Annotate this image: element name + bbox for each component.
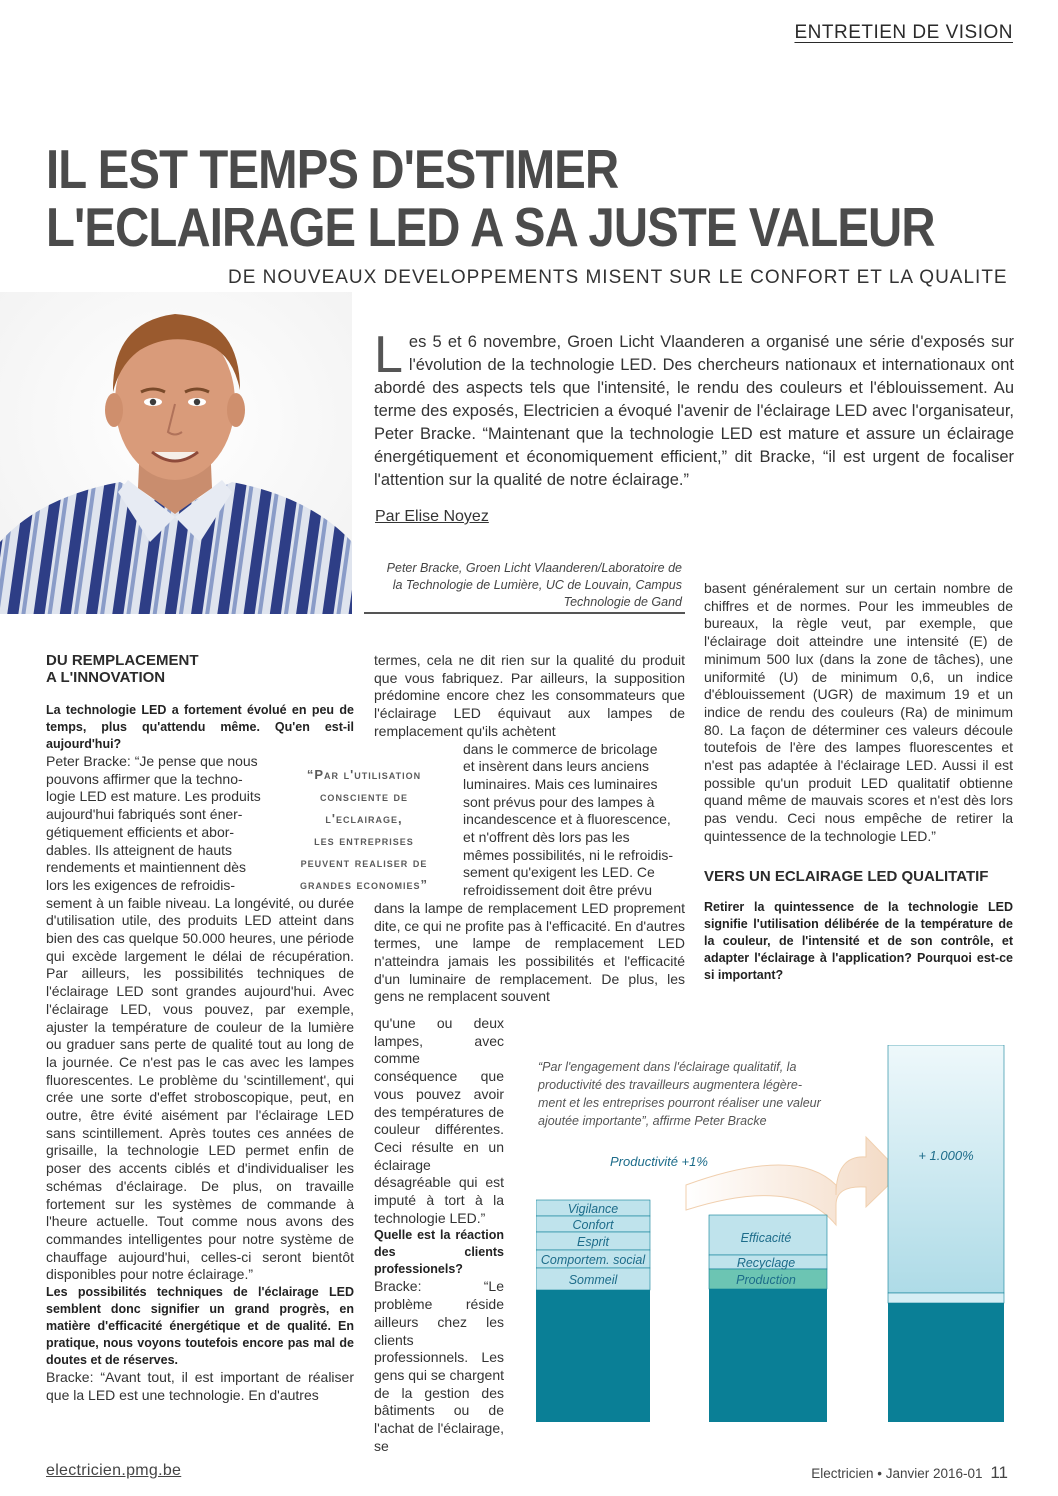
infographic-quote-line: ajoutée importante”, affirme Peter Bracke	[538, 1114, 767, 1128]
bar-segment-label: Confort	[572, 1218, 614, 1232]
magazine-name: Electricien	[811, 1466, 874, 1481]
answer-line: rendements et maintiennent dès	[46, 859, 247, 876]
interview-question: Les possibilités techniques de l'éclairage LED semblent donc signifier un grand progrès, en matière d'efficacité énergétique et de qualité. En pratique, nous voyons toutefois encore pas mal de doutes et de réserves.	[46, 1285, 354, 1368]
page-number: 11	[990, 1463, 1008, 1482]
portrait-illustration	[0, 292, 352, 614]
bar-category-label: RENDEMENT	[901, 1420, 991, 1436]
answer-line: dables. Ils atteignent de hauts	[46, 841, 233, 858]
lead-paragraph	[374, 326, 1014, 492]
caption-line: Peter Bracke, Groen Licht Vlaanderen/Laboratoire de	[386, 561, 682, 575]
bar-category-label: ENVIRONNEM.	[716, 1420, 816, 1436]
section-heading: VERS UN ECLAIRAGE LED QUALITATIF	[704, 867, 989, 885]
answer-paragraph: Bracke: “Le problème réside ailleurs chez les clients professionnels. Les gens qui se chargent de la gestion des bâtiments ou de l'achat de l'éclairage, se	[374, 1278, 504, 1454]
bar-segment-label: Sommeil	[568, 1273, 618, 1287]
caption-line: la Technologie de Lumière, UC de Louvain, Campus	[392, 578, 682, 592]
footer-bullet: •	[877, 1466, 882, 1481]
pull-quote-line: consciente de	[319, 789, 409, 804]
section-tag: ENTRETIEN DE VISION	[794, 22, 1013, 43]
column-3	[704, 580, 1013, 984]
caption-divider	[364, 612, 685, 614]
bar-homme	[536, 1200, 650, 1436]
productivity-arrow	[686, 1137, 901, 1225]
photo-caption	[362, 560, 682, 611]
pull-quote-line: l'eclairage,	[325, 811, 403, 826]
page-footer	[811, 1463, 1008, 1483]
answer-line: dans le commerce de bricolage	[463, 740, 658, 757]
caption-line: Technologie de Gand	[563, 595, 682, 609]
issue-date: Janvier 2016-01	[885, 1466, 983, 1481]
heading-line: DU REMPLACEMENT	[46, 652, 199, 669]
pull-quote-line: grandes economies”	[299, 877, 429, 892]
bar-rendement	[888, 1045, 1004, 1436]
wrap-around-text	[463, 741, 685, 900]
infographic	[536, 1045, 1014, 1445]
answer-line: logie LED est mature. Les produits	[46, 788, 261, 805]
drop-cap: L	[374, 326, 403, 384]
bar-segment-label: Recyclage	[736, 1256, 796, 1270]
infographic-quote-line: “Par l'engagement dans l'éclairage qualitatif, la	[538, 1060, 797, 1074]
answer-paragraph: sement à un faible niveau. La longévité, ou durée d'utilisation utile, des produits LED atteint dans bien des cas quelque 50.000 heures, une période qui excède largement le délai de récupération. Par ailleurs, les possibilités techniques de l'éclairage LED sont grandes aujourd'hui. Avec l'éclairage LED, vous pouvez, par exemple, ajuster la température de couleur de la lumière ou graduer sans perte de qualité tout au long de la journée. Ce n'est pas le cas avec les lampes fluorescentes. Le problème du 'scintillement', qui crée une sorte d'effet stroboscopique, peut, en outre, être évité aisément par l'éclairage LED sans scintillement. Après toutes ces années de grisaille, la technologie LED permet enfin de poser des accents ciblés et d'individualiser les schémas d'éclairage. De plus, on travaille fortement sur les systèmes de commande à l'heure actuelle. Tout comme nous avons des commandes intelligentes pour notre système de chauffage aujourd'hui, celles-ci seront bientôt disponibles pour notre éclairage.”	[46, 894, 354, 1283]
answer-line: luminaires. Mais ces luminaires	[463, 775, 658, 792]
answer-line: sont prévus pour des lampes à	[463, 793, 655, 810]
answer-line: et insèrent dans leurs anciens	[463, 758, 649, 775]
bar-category-label: HOMME	[566, 1420, 620, 1436]
pull-quote-line: les entreprises	[314, 833, 414, 848]
title-line-2: L'ECLAIRAGE LED A SA JUSTE VALEUR	[46, 196, 935, 258]
lead-text: es 5 et 6 novembre, Groen Licht Vlaanderen a organisé une série d'exposés sur l'évolution de la technologie LED. Des chercheurs nationaux et internationaux ont abordé des aspects tels que l'intensité, le rendu des couleurs et l'éblouissement. Au terme des exposés, Electricien a évoqué l'avenir de l'éclairage LED avec l'organisateur, Peter Bracke. “Maintenant que la technologie LED est mature et assure un éclairage énergétiquement et économiquement efficient,” dit Bracke, “il est urgent de focaliser l'attention sur la qualité de notre éclairage.”	[374, 333, 1014, 489]
bar-environnement	[709, 1215, 827, 1436]
column-2-narrow	[374, 1015, 504, 1455]
heading-line: A L'INNOVATION	[46, 669, 166, 686]
answer-line: sement qu'exigent les LED. Ce	[463, 864, 655, 881]
answer-line: aujourd'hui fabriqués sont éner-	[46, 806, 243, 823]
bar-segment-label: Esprit	[577, 1235, 609, 1249]
bar-segment-label: Vigilance	[567, 1202, 619, 1216]
bar-segment-label: Comportem. social	[540, 1253, 646, 1267]
pull-quote-line: “Par l'utilisation	[306, 767, 422, 782]
answer-wrap	[46, 753, 271, 895]
website-link[interactable]: electricien.pmg.be	[46, 1462, 182, 1479]
answer-line: incandescence et à fluorescence,	[463, 811, 671, 828]
article-subtitle: DE NOUVEAUX DEVELOPPEMENTS MISENT SUR LE CONFORT ET LA QUALITE	[228, 267, 1008, 288]
answer-paragraph: dans la lampe de remplacement LED proprement dite, ce qui ne profite pas à l'efficacité. En d'autres termes, une lampe de remplacement LED n'atteindra jamais les possibilités et l'efficacité d'un luminaire de remplacement. De plus, les gens ne remplacent souvent	[374, 899, 685, 1005]
answer-paragraph: termes, cela ne dit rien sur la qualité du produit que vous fabriquez. Par ailleurs, la supposition prédomine encore chez les consommateurs que l'éclairage LED équivaut aux lampes de remplacement qu'ils achètent	[374, 652, 685, 739]
column-2-top	[374, 652, 685, 1006]
arrow-label: Productivité +1%	[610, 1154, 708, 1169]
answer-line: lors les exigences de refroidis-	[46, 876, 236, 893]
answer-line: mêmes possibilités, ni le refroidis-	[463, 846, 674, 863]
answer-line: refroidissement doit être prévu	[463, 882, 653, 899]
bar-segment-label: Production	[736, 1273, 796, 1287]
interview-question: Quelle est la réaction des clients professionels?	[374, 1228, 504, 1277]
pull-quote-line: peuvent realiser de	[300, 855, 428, 870]
interview-question: La technologie LED a fortement évolué en peu de temps, plus qu'attendu même. Qu'en est-il aujourd'hui?	[46, 703, 354, 751]
author-byline[interactable]: Par Elise Noyez	[375, 508, 489, 525]
answer-line: et n'offrent dès lors pas les	[463, 829, 630, 846]
article-title	[46, 140, 935, 256]
portrait-photo	[0, 292, 352, 614]
infographic-quote-line: productivité des travailleurs augmentera légère-	[538, 1078, 803, 1092]
title-line-1: IL EST TEMPS D'ESTIMER	[46, 138, 619, 200]
bar-value-label: + 1.000%	[918, 1148, 974, 1163]
infographic-quote-line: ment et les entreprises pourront réaliser une valeur	[538, 1096, 821, 1110]
answer-line: pouvons affirmer que la techno-	[46, 770, 243, 787]
answer-paragraph: Bracke: “Avant tout, il est important de réaliser que la LED est une technologie. En d'autres	[46, 1369, 354, 1403]
interview-question: Retirer la quintessence de la technologie LED signifie l'utilisation délibérée de la température de la couleur, de l'intensité et de son contrôle, et adapter l'éclairage à l'application? Pourquoi est-ce si important?	[704, 899, 1013, 982]
answer-line: gétiquement efficients et abor-	[46, 823, 235, 840]
answer-paragraph: basent généralement sur un certain nombre de chiffres et de normes. Pour les immeubles de bureaux, la règle veut, par exemple, que l'éclairage doit atteindre une intensité (E) de minimum 500 lux (dans la zone de tâches), une uniformité (U) de minimum 0,6, un indice d'éblouissement (UGR) de maximum 19 et un indice de rendu des couleurs (Ra) de minimum 80. La façon de déterminer ces valeurs découle toutefois de l'ère des lampes fluorescentes et n'est pas adaptée à l'éclairage LED. Aussi il est possible qu'un produit LED qualitatif obtienne quand même de mauvais scores et n'est dès lors pas vendu. Ceci nous empêche de retirer la quintessence de la technologie LED.”	[704, 580, 1013, 844]
section-heading	[46, 652, 354, 686]
infographic-graphic	[536, 1045, 1014, 1445]
bar-segment-label: Efficacité	[740, 1231, 792, 1245]
answer-line: Peter Bracke: “Je pense que nous	[46, 753, 258, 769]
answer-paragraph: qu'une ou deux lampes, avec comme conséquence que vous pouvez avoir des températures de couleur différentes. Ceci résulte en un éclairage désagréable qui est imputé à tort à la technologie LED.”	[374, 1015, 504, 1226]
